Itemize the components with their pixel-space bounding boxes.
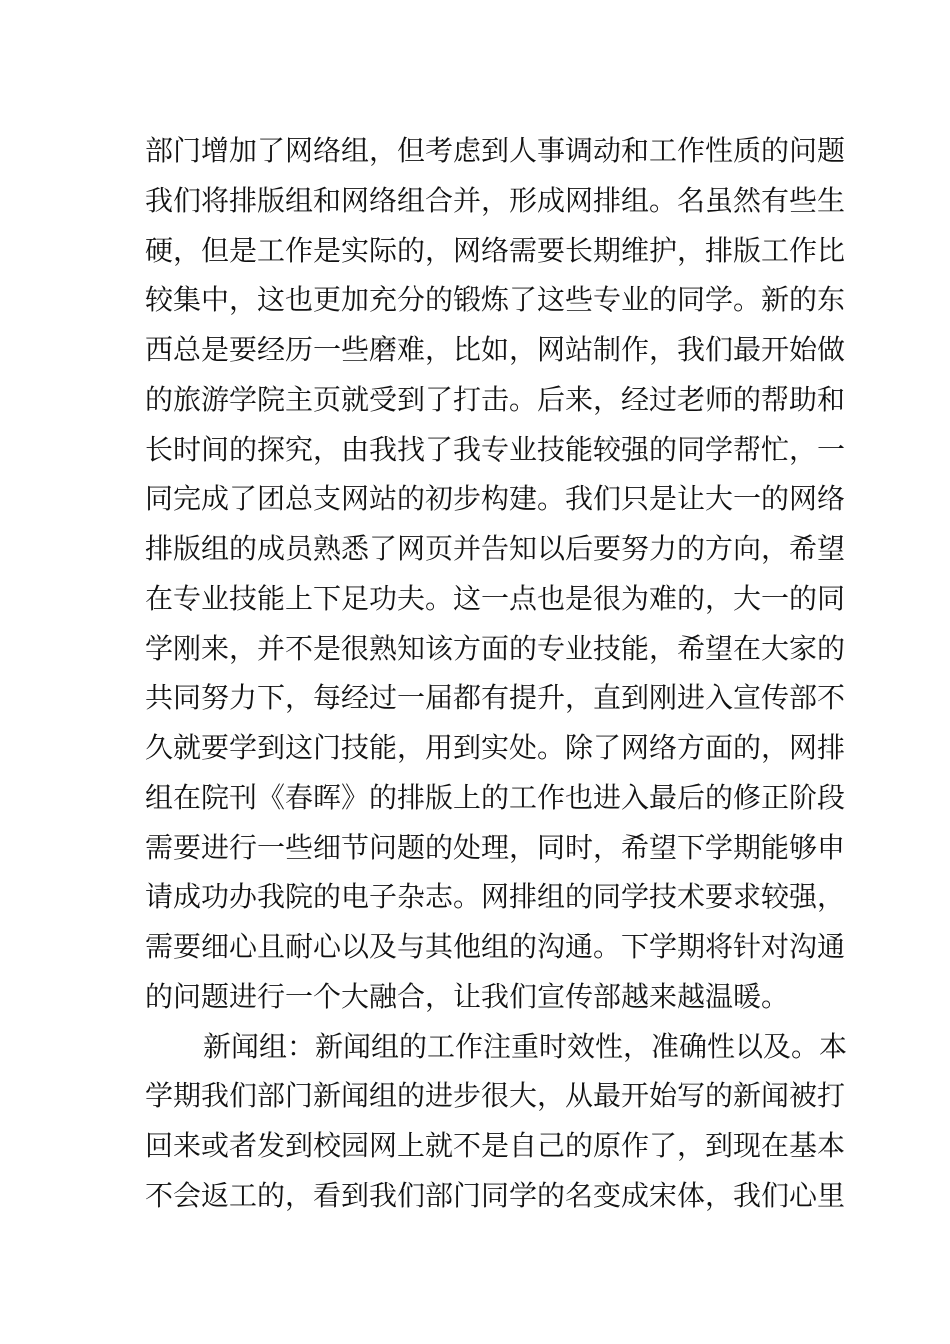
text-line-paragraph-start: 新闻组：新闻组的工作注重时效性，准确性以及。本 — [203, 1029, 848, 1063]
text-line: 排版组的成员熟悉了网页并告知以后要努力的方向，希望 — [145, 532, 846, 565]
text-line: 西总是要经历一些磨难，比如，网站制作，我们最开始做 — [145, 333, 846, 366]
document-page — [145, 126, 848, 1221]
text-line: 学刚来，并不是很熟知该方面的专业技能，希望在大家的 — [145, 631, 846, 665]
text-line: 需要细心且耐心以及与其他组的沟通。下学期将针对沟通 — [145, 930, 846, 963]
text-line: 硬，但是工作是实际的，网络需要长期维护，排版工作比 — [145, 233, 846, 267]
text-line: 我们将排版组和网络组合并，形成网排组。名虽然有些生 — [145, 183, 846, 217]
text-line: 同完成了团总支网站的初步构建。我们只是让大一的网络 — [145, 482, 846, 516]
text-line: 组在院刊《春晖》的排版上的工作也进入最后的修正阶段 — [145, 780, 846, 814]
text-line: 需要进行一些细节问题的处理，同时，希望下学期能够申 — [145, 830, 846, 864]
text-line: 请成功办我院的电子杂志。网排组的同学技术要求较强， — [145, 880, 846, 914]
text-line-paragraph-end: 的问题进行一个大融合，让我们宣传部越来越温暖。 — [145, 979, 790, 1013]
text-line: 长时间的探究，由我找了我专业技能较强的同学帮忙，一 — [145, 432, 846, 466]
text-line: 久就要学到这门技能，用到实处。除了网络方面的，网排 — [145, 731, 846, 764]
text-line: 共同努力下，每经过一届都有提升，直到刚进入宣传部不 — [145, 681, 846, 715]
text-line: 不会返工的，看到我们部门同学的名变成宋体，我们心里 — [145, 1178, 846, 1212]
text-line: 学期我们部门新闻组的进步很大，从最开始写的新闻被打 — [145, 1079, 846, 1113]
text-line: 的旅游学院主页就受到了打击。后来，经过老师的帮助和 — [145, 382, 846, 416]
text-line: 部门增加了网络组，但考虑到人事调动和工作性质的问题 — [145, 134, 846, 167]
text-line: 在专业技能上下足功夫。这一点也是很为难的，大一的同 — [145, 581, 846, 615]
text-line: 回来或者发到校园网上就不是自己的原作了，到现在基本 — [145, 1129, 846, 1162]
text-line: 较集中，这也更加充分的锻炼了这些专业的同学。新的东 — [145, 283, 846, 317]
